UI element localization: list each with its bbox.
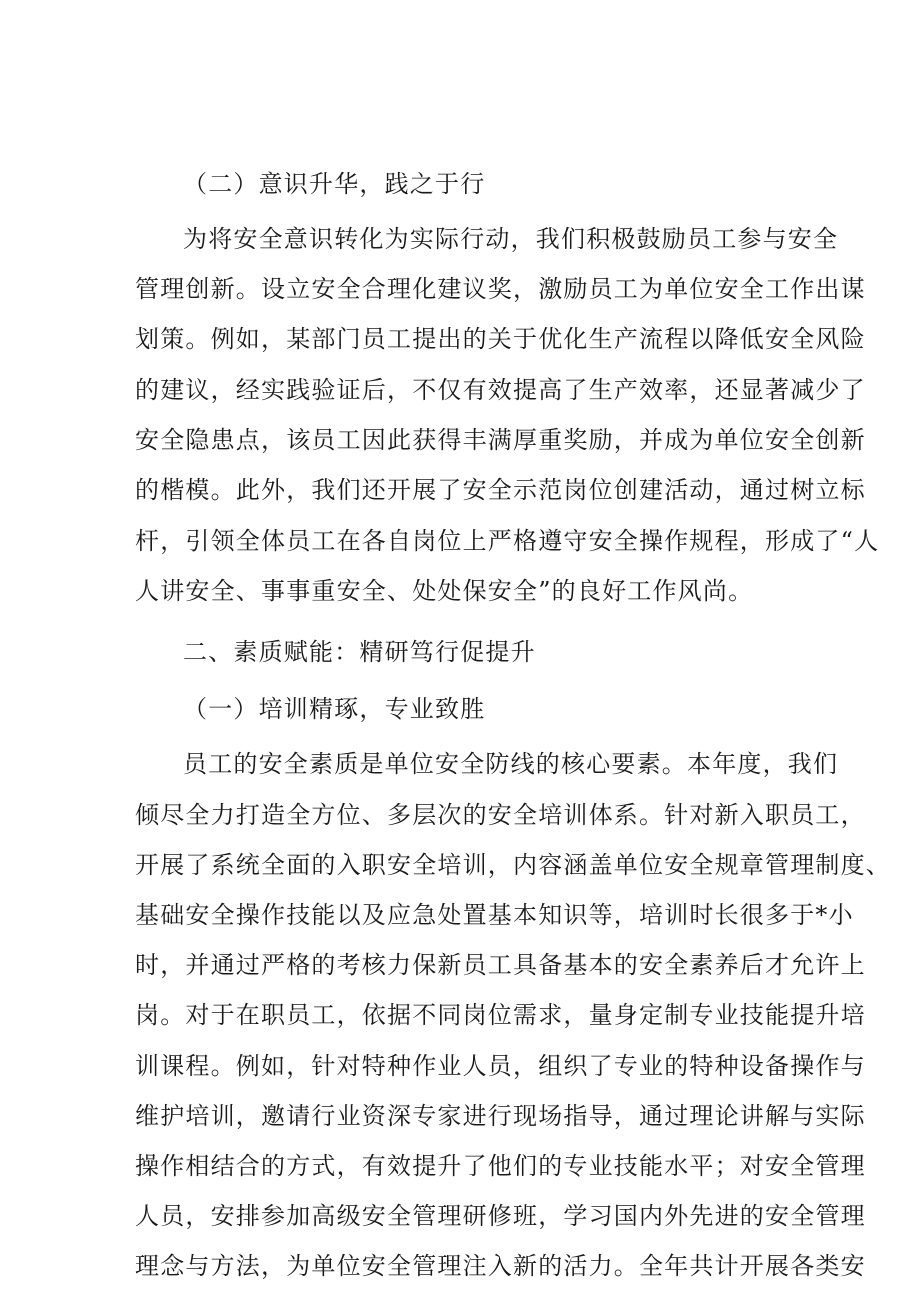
paragraph-line: 操作相结合的方式，有效提升了他们的专业技能水平；对安全管理 xyxy=(135,1152,866,1180)
paragraph-line: 划策。例如，某部门员工提出的关于优化生产流程以降低安全风险 xyxy=(135,325,866,353)
paragraph-line: 人讲安全、事事重安全、处处保安全”的良好工作风尚。 xyxy=(135,577,754,605)
paragraph-line: 基础安全操作技能以及应急处置基本知识等，培训时长很多于*小 xyxy=(135,901,854,929)
paragraph-line: 为将安全意识转化为实际行动，我们积极鼓励员工参与安全 xyxy=(183,225,839,253)
paragraph-line: 倾尽全力打造全方位、多层次的安全培训体系。针对新入职员工， xyxy=(135,801,866,829)
paragraph-line: 杆，引领全体员工在各自岗位上严格遵守安全操作规程，形成了“人 xyxy=(135,527,880,555)
paragraph-line: 的楷模。此外，我们还开展了安全示范岗位创建活动，通过树立标 xyxy=(135,476,866,504)
paragraph-line: 时，并通过严格的考核力保新员工具备基本的安全素养后才允许上 xyxy=(135,951,866,979)
paragraph-line: 安全隐患点，该员工因此获得丰满厚重奖励，并成为单位安全创新 xyxy=(135,426,866,454)
paragraph-line: 训课程。例如，针对特种作业人员，组织了专业的特种设备操作与 xyxy=(135,1052,866,1080)
paragraph-line: 的建议，经实践验证后，不仅有效提高了生产效率，还显著减少了 xyxy=(135,376,866,404)
paragraph-line: 理念与方法，为单位安全管理注入新的活力。全年共计开展各类安 xyxy=(135,1252,866,1280)
subheading-awareness: （二）意识升华，践之于行 xyxy=(183,170,486,198)
paragraph-line: 人员，安排参加高级安全管理研修班，学习国内外先进的安全管理 xyxy=(135,1202,866,1230)
paragraph-line: 开展了系统全面的入职安全培训，内容涵盖单位安全规章管理制度、 xyxy=(135,851,891,879)
paragraph-line: 管理创新。设立安全合理化建议奖，激励员工为单位安全工作出谋 xyxy=(135,275,866,303)
subheading-training: （一）培训精琢，专业致胜 xyxy=(183,695,486,723)
paragraph-line: 员工的安全素质是单位安全防线的核心要素。本年度，我们 xyxy=(183,750,839,778)
paragraph-line: 岗。对于在职员工，依据不同岗位需求，量身定制专业技能提升培 xyxy=(135,1001,866,1029)
paragraph-line: 维护培训，邀请行业资深专家进行现场指导，通过理论讲解与实际 xyxy=(135,1102,866,1130)
section-heading: 二、素质赋能：精研笃行促提升 xyxy=(183,638,536,666)
